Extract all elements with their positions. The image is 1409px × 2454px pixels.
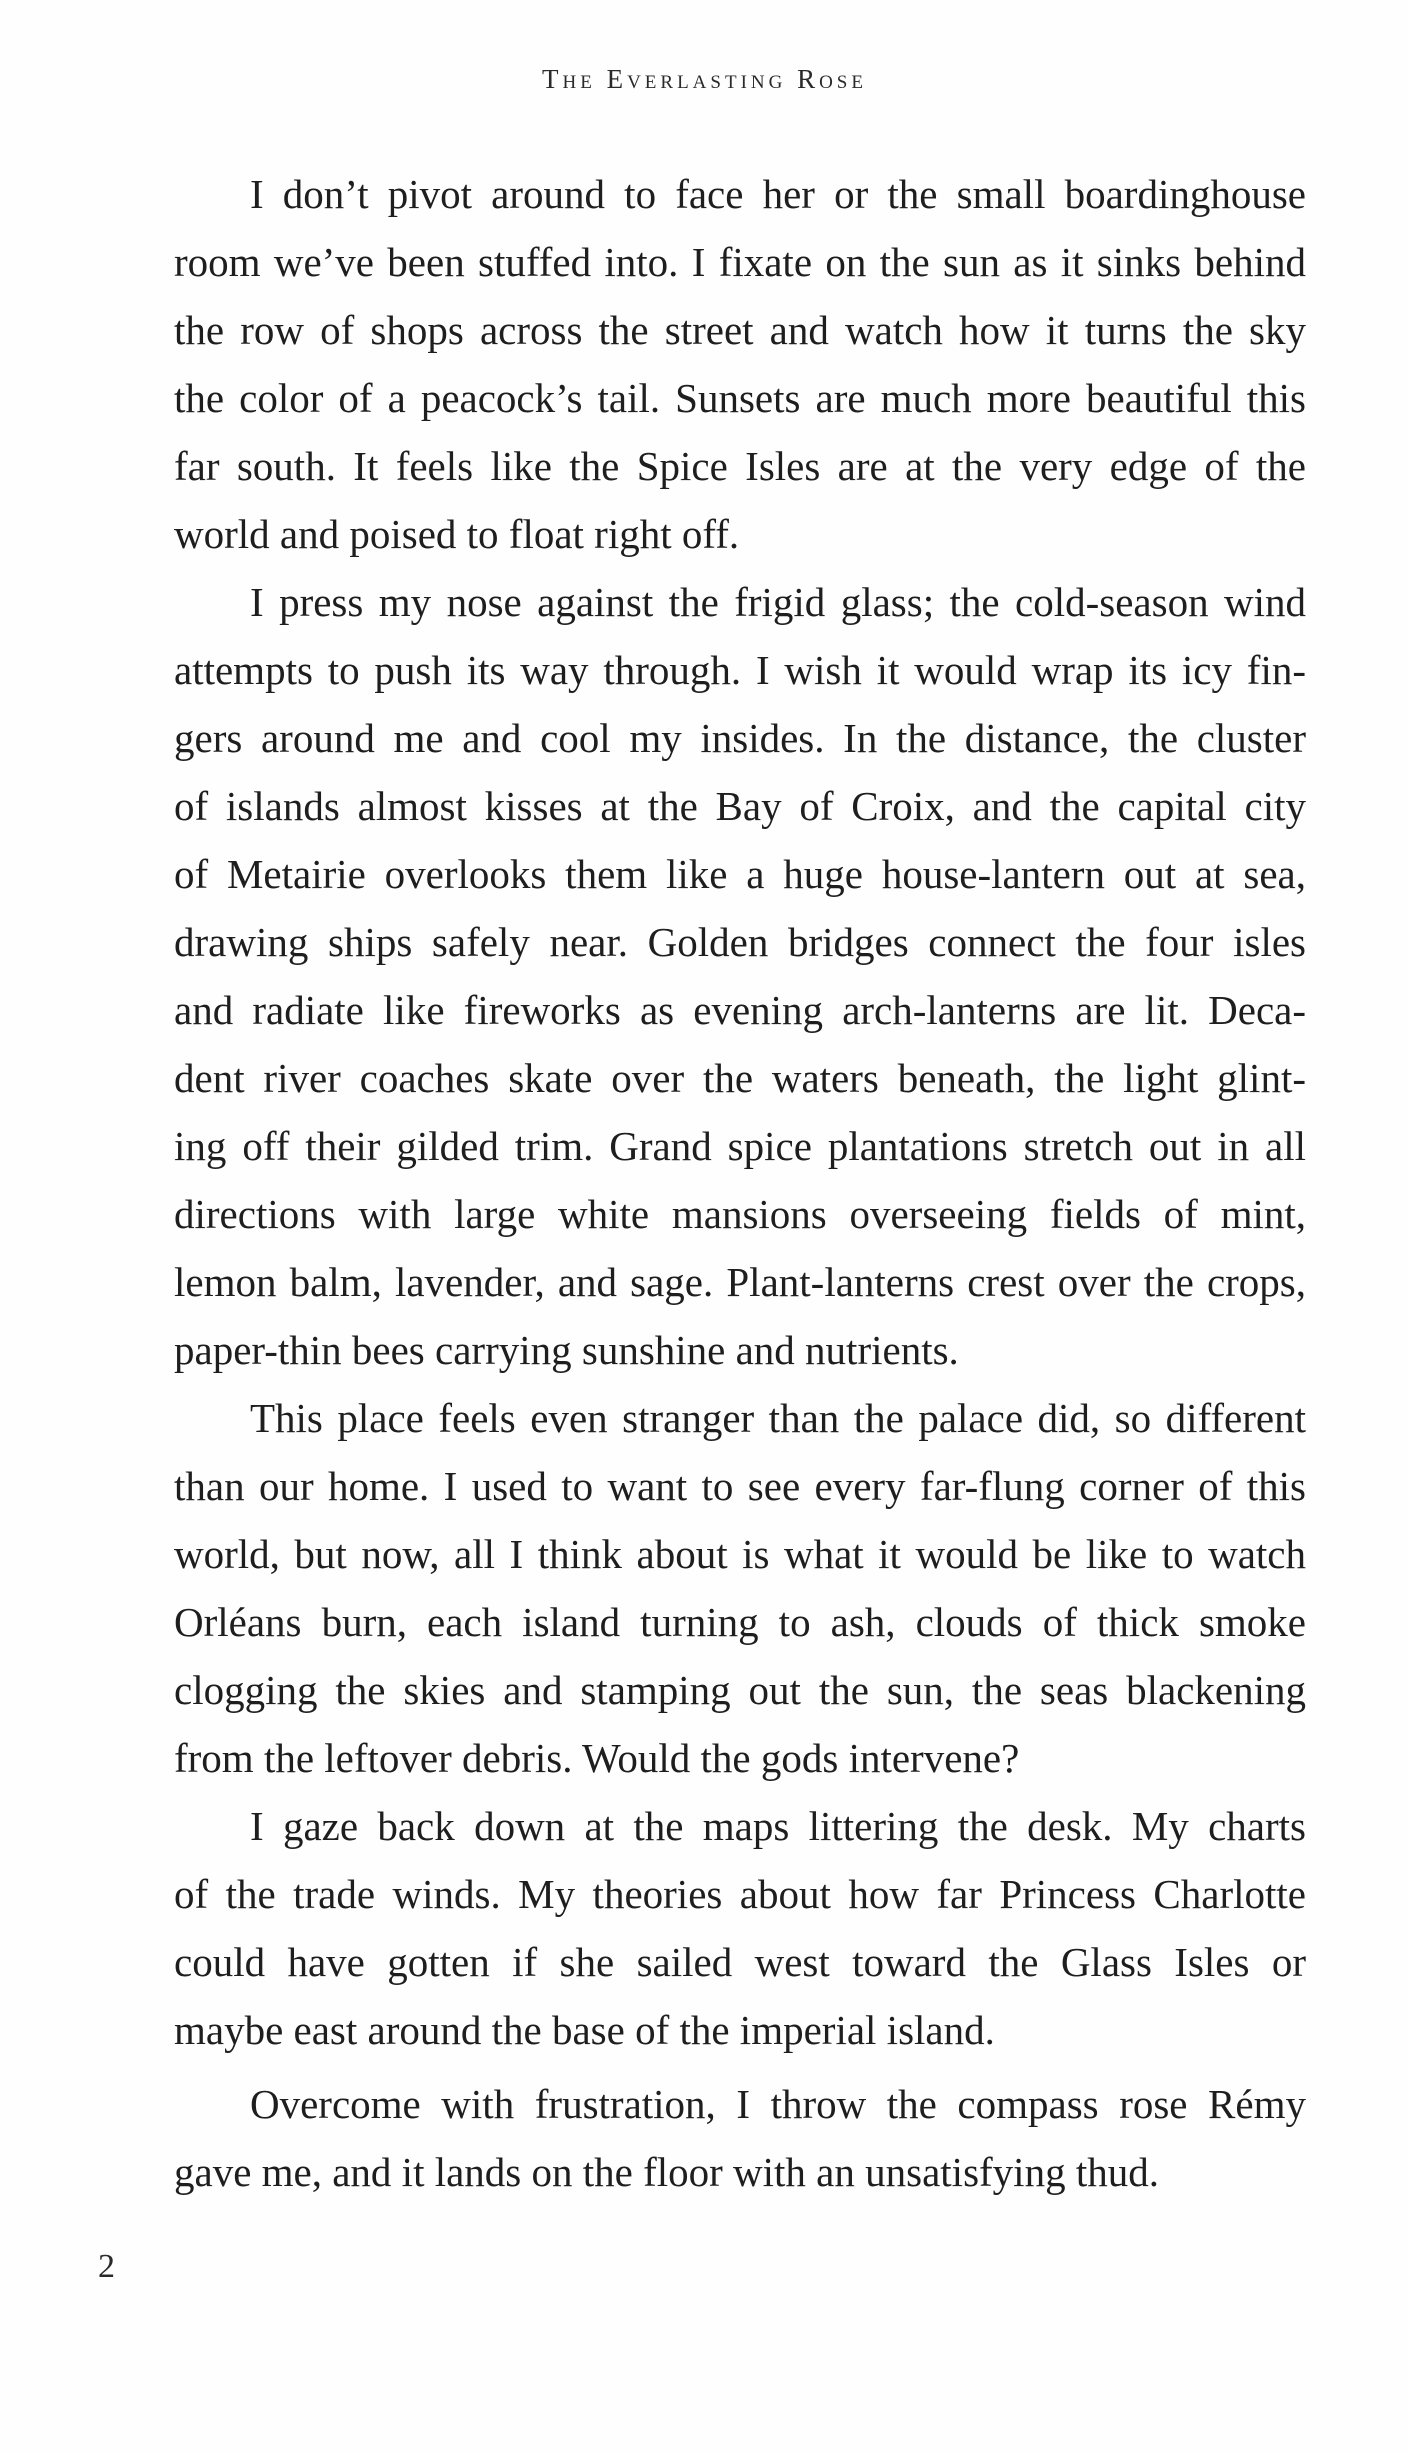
text-line: the color of a peacock’s tail. Sunsets are much more beautiful this: [174, 375, 1306, 421]
text-line: room we’ve been stuffed into. I fixate on the sun as it sinks behind: [174, 239, 1306, 285]
paragraph: [98, 2070, 1306, 2206]
text-line: gers around me and cool my insides. In the distance, the cluster: [174, 715, 1306, 761]
paragraph: [98, 568, 1306, 1384]
running-head: The Everlasting Rose: [542, 64, 867, 94]
text-line: clogging the skies and stamping out the sun, the seas blackening: [174, 1667, 1306, 1713]
text-line: far south. It feels like the Spice Isles are at the very edge of the: [174, 443, 1306, 489]
page-number: 2: [98, 2248, 115, 2285]
text-line: of the trade winds. My theories about how far Princess Charlotte: [174, 1871, 1306, 1917]
text-line: drawing ships safely near. Golden bridges connect the four isles: [174, 919, 1306, 965]
text-line: I press my nose against the frigid glass; the cold-season wind: [250, 579, 1306, 625]
text-line: attempts to push its way through. I wish it would wrap its icy fin-: [174, 647, 1306, 693]
text-line: of islands almost kisses at the Bay of Croix, and the capital city: [174, 783, 1306, 829]
text-line: paper-thin bees carrying sunshine and nutrients.: [174, 1327, 959, 1373]
text-line: of Metairie overlooks them like a huge house-lantern out at sea,: [174, 851, 1306, 897]
text-line: could have gotten if she sailed west toward the Glass Isles or: [174, 1939, 1306, 1985]
text-line: directions with large white mansions overseeing fields of mint,: [174, 1191, 1306, 1237]
text-line: I gaze back down at the maps littering the desk. My charts: [250, 1803, 1306, 1849]
text-line: and radiate like fireworks as evening arch-lanterns are lit. Deca-: [174, 987, 1306, 1033]
text-line: maybe east around the base of the imperial island.: [174, 2007, 995, 2053]
paragraph: [98, 1384, 1306, 1792]
paragraph: [98, 160, 1306, 568]
text-line: the row of shops across the street and watch how it turns the sky: [174, 307, 1306, 353]
paragraph: [98, 1792, 1306, 2064]
body-text: [98, 160, 1306, 2206]
text-line: This place feels even stranger than the palace did, so different: [250, 1395, 1306, 1441]
text-line: dent river coaches skate over the waters beneath, the light glint-: [174, 1055, 1306, 1101]
text-line: gave me, and it lands on the floor with an unsatisfying thud.: [174, 2149, 1159, 2195]
text-line: world, but now, all I think about is what it would be like to watch: [174, 1531, 1306, 1577]
text-line: I don’t pivot around to face her or the small boardinghouse: [250, 171, 1306, 217]
text-line: from the leftover debris. Would the gods intervene?: [174, 1735, 1020, 1781]
text-line: ing off their gilded trim. Grand spice plantations stretch out in all: [174, 1123, 1306, 1169]
text-line: Orléans burn, each island turning to ash, clouds of thick smoke: [174, 1599, 1306, 1645]
text-line: than our home. I used to want to see every far-flung corner of this: [174, 1463, 1306, 1509]
text-line: lemon balm, lavender, and sage. Plant-lanterns crest over the crops,: [174, 1259, 1306, 1305]
text-line: world and poised to float right off.: [174, 511, 740, 557]
text-line: Overcome with frustration, I throw the compass rose Rémy: [250, 2081, 1306, 2127]
